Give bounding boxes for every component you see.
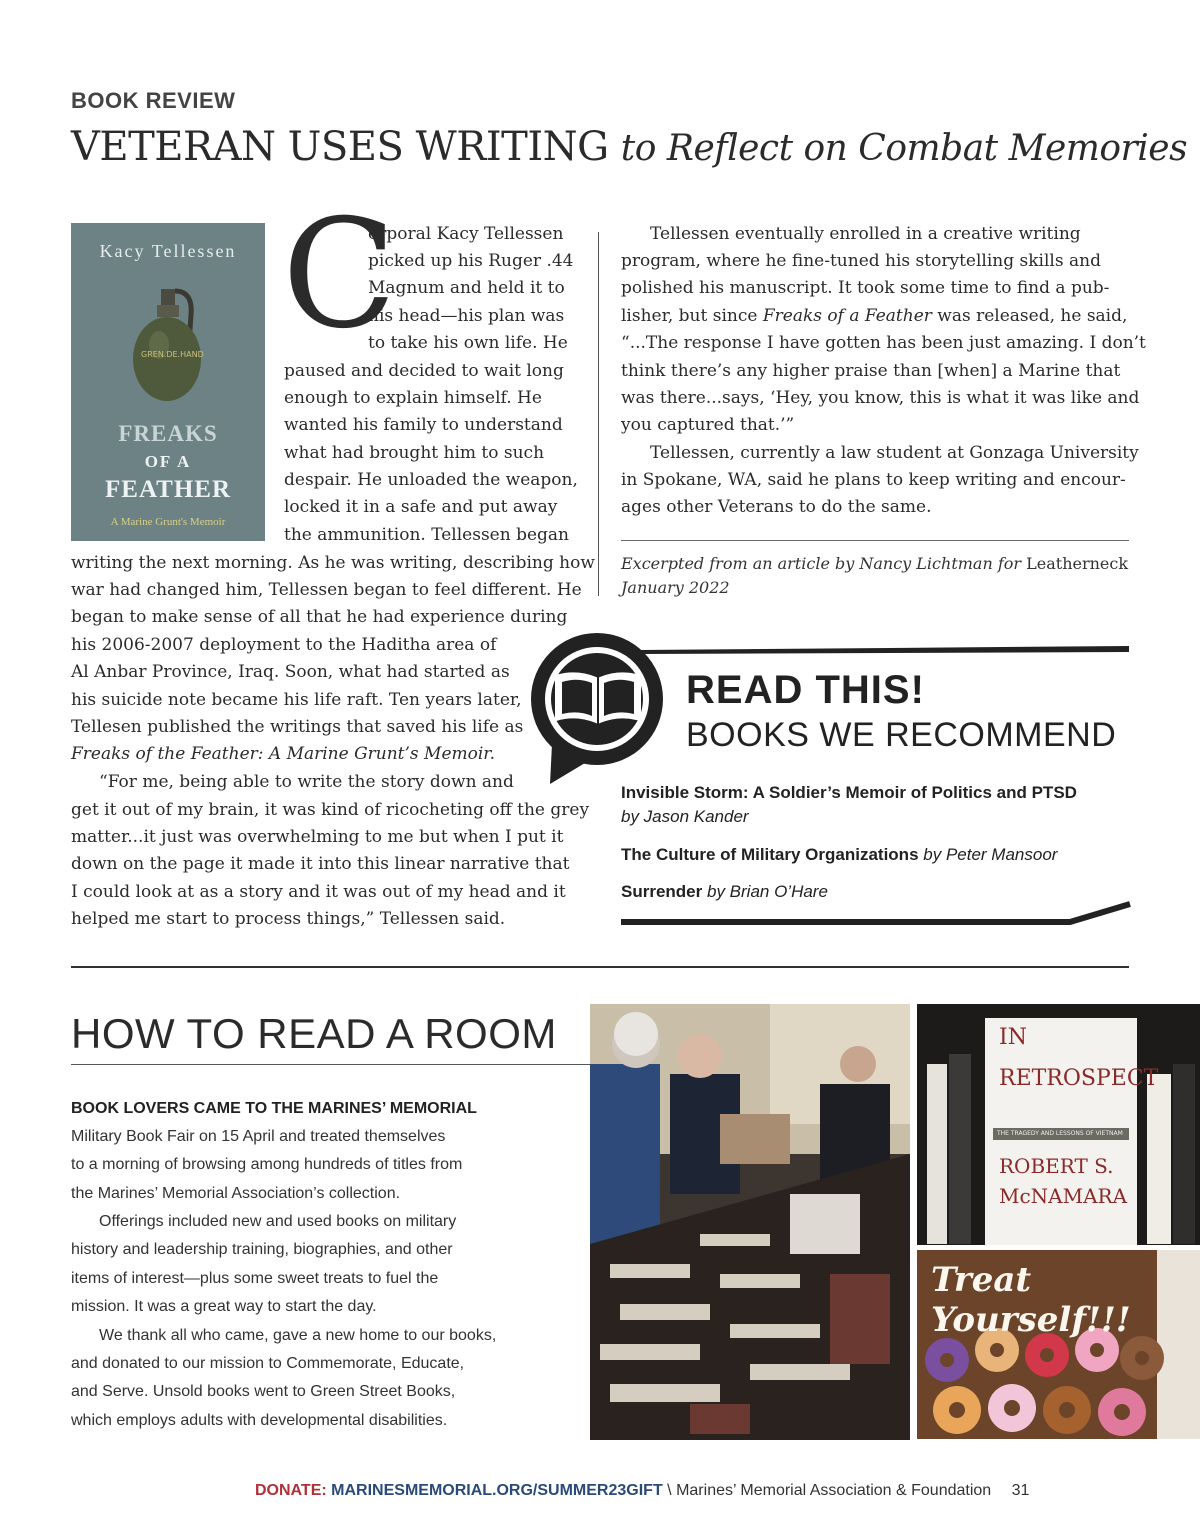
headline-italic: to Reflect on Combat Memories [620,128,1188,169]
footer-donate-label: DONATE: [255,1482,327,1499]
body-line: despair. He unloaded the weapon, [284,470,578,490]
book-recommendation [621,783,1077,803]
body-line: was there...says, ‘Hey, you know, this is what it was like and [621,388,1140,408]
body-line: “For me, being able to write the story down and [99,772,514,792]
body-line: get it out of my brain, it was kind of ricocheting off the grey [71,800,590,820]
section-divider [71,966,1129,968]
body-line: his 2006-2007 deployment to the Haditha area of [71,635,497,655]
retro-author-line1: ROBERT S. [999,1154,1114,1178]
body-line: in Spokane, WA, said he plans to keep writing and encour- [621,470,1126,490]
body-line: helped me start to process things,” Tellessen said. [71,909,506,929]
book-fair-photo [590,1004,910,1440]
body-line: his head—his plan was [368,306,565,326]
body-line: what had brought him to such [284,443,545,463]
body-line: the ammunition. Tellessen began [284,525,569,545]
book-title: The Culture of Military Organizations [621,845,919,864]
body-line: orporal Kacy Tellessen [368,224,564,244]
cover-title-line1: FREAKS [118,421,218,446]
svg-text:GREN.DE.HAND: GREN.DE.HAND [141,350,204,359]
cover-author: Kacy Tellessen [99,241,237,261]
retro-subtitle: THE TRAGEDY AND LESSONS OF VIETNAM [997,1130,1123,1137]
room-body-line: We thank all who came, gave a new home to our books, [99,1327,497,1344]
excerpt-date: January 2022 [621,578,730,597]
footer-separator: \ [667,1482,672,1499]
room-title-rule [71,1064,591,1065]
footer-org: Marines’ Memorial Association & Foundation [676,1482,992,1499]
room-body-line: which employs adults with developmental disabilities. [71,1412,448,1429]
body-line: Magnum and held it to [368,278,565,298]
book-title: Surrender [621,882,703,901]
section-kicker: BOOK REVIEW [71,88,236,113]
book-recommendation [621,882,828,902]
body-line: his suicide note became his life raft. Ten years later, [71,690,522,710]
column-divider [598,232,599,596]
room-body-line: the Marines’ Memorial Association’s collection. [71,1185,401,1202]
room-body-line: Military Book Fair on 15 April and treated themselves [71,1128,446,1145]
body-line: down on the page it made it into this linear narrative that [71,854,570,874]
drop-cap: C [282,188,397,362]
cover-title-line2: OF A [144,452,192,471]
room-body-line: items of interest—plus some sweet treats to fuel the [71,1270,439,1287]
body-line: locked it in a safe and put away [284,497,558,517]
retro-title-line1: IN [999,1025,1027,1050]
book-author-text: by Peter Mansoor [923,845,1058,864]
body-line: polished his manuscript. It took some time to find a pub- [621,278,1110,298]
cover-title-line3: FEATHER [105,476,231,503]
book-author [621,807,749,827]
body-line: Freaks of the Feather: A Marine Grunt’s Memoir. [71,744,495,764]
treat-yourself-photo [917,1250,1200,1439]
body-line: enough to explain himself. He [284,388,542,408]
body-line: ages other Veterans to do the same. [621,497,932,517]
body-line: to take his own life. He [368,333,568,353]
read-this-title: READ THIS! [686,668,925,712]
room-body-line: Offerings included new and used books on military [99,1213,457,1230]
open-book-icon [550,668,646,730]
excerpt-text: Excerpted from an article by Nancy Lichtman for [621,554,1022,573]
page-footer [255,1482,1029,1500]
body-line: program, where he fine-tuned his storytelling skills and [621,251,1101,271]
grenade-icon [129,285,209,405]
body-line: matter...it just was overwhelming to me but when I put it [71,827,564,847]
body-line: paused and decided to wait long [284,361,564,381]
body-line: wanted his family to understand [284,415,563,435]
body-line: Tellesen published the writings that saved his life as [71,717,524,737]
book-title-inline: Freaks of a Feather [762,306,932,326]
body-line: you captured that.’” [621,415,795,435]
page-number: 31 [1011,1482,1030,1499]
body-line: began to make sense of all that he had experience during [71,607,568,627]
body-line: picked up his Ruger .44 [368,251,574,271]
body-line: I could look at as a story and it was out of my head and it [71,882,566,902]
body-line: think there’s any higher praise than [when] a Marine that [621,361,1121,381]
retro-title-line2: RETROSPECT [999,1066,1159,1091]
body-line: Tellessen eventually enrolled in a creative writing [650,224,1081,244]
footer-donate-link[interactable]: MARINESMEMORIAL.ORG/SUMMER23GIFT [331,1482,663,1499]
cover-subtitle: A Marine Grunt's Memoir [110,516,226,528]
book-author-text: by Brian O’Hare [706,882,828,901]
retro-author-line2: McNAMARA [999,1184,1128,1208]
book-title: Invisible Storm: A Soldier’s Memoir of Politics and PTSD [621,783,1077,802]
excerpt-publication: Leatherneck [1026,554,1129,573]
read-this-subtitle: BOOKS WE RECOMMEND [686,716,1117,754]
body-line: Al Anbar Province, Iraq. Soon, what had started as [71,662,510,682]
room-section-title: HOW TO READ A ROOM [71,1010,557,1057]
book-author-text: by Jason Kander [621,807,749,826]
book-cover [71,223,265,541]
headline-main: VETERAN USES WRITING [71,124,609,170]
in-retrospect-photo [917,1004,1200,1245]
book-recommendation [621,845,1057,865]
room-body-line: to a morning of browsing among hundreds of titles from [71,1156,463,1173]
body-line: war had changed him, Tellessen began to feel different. He [71,580,582,600]
article-headline [71,124,1188,170]
treat-sign-text: Treat Yourself!!! [931,1260,1131,1340]
room-body-line: and donated to our mission to Commemorate, Educate, [71,1355,465,1372]
room-body-line: mission. It was a great way to start the day. [71,1298,377,1315]
body-line: lisher, but since Freaks of a Feather was released, he said, [621,306,1128,326]
excerpt-rule [621,540,1129,541]
room-body-line: and Serve. Unsold books went to Green Street Books, [71,1383,456,1400]
body-line: Tellessen, currently a law student at Gonzaga University [650,443,1139,463]
body-line: writing the next morning. As he was writing, describing how [71,553,595,573]
excerpt-credit [621,552,1128,600]
room-lead: BOOK LOVERS CAME TO THE MARINES’ MEMORIAL [71,1100,477,1117]
room-body-line: history and leadership training, biographies, and other [71,1241,453,1258]
body-line: “...The response I have gotten has been just amazing. I don’t [621,333,1146,353]
